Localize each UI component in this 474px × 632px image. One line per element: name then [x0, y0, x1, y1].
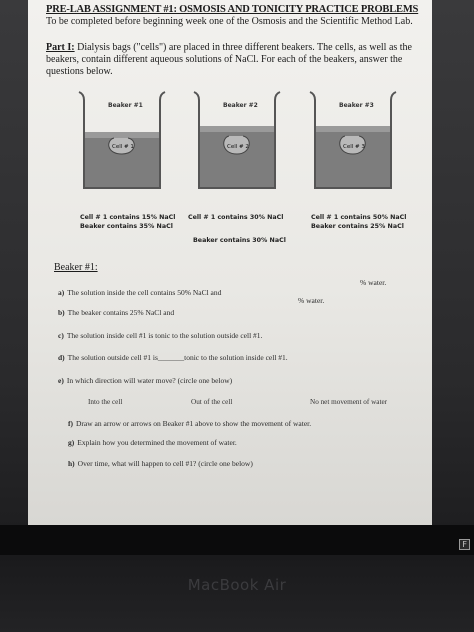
corner-tag: F [459, 539, 470, 550]
beaker-2-label: Beaker #2 [223, 102, 258, 109]
part1-instructions [46, 42, 426, 78]
question-e: e) In which direction will water move? (circle one below) [58, 376, 233, 385]
beaker-2-cell-concentration: Cell # 1 contains 30% NaCl [188, 214, 284, 221]
part1-label: Part I: [46, 42, 75, 53]
beaker-2-figure [191, 88, 283, 192]
beaker-3-label: Beaker #3 [339, 102, 374, 109]
question-a: a) The solution inside the cell contains 50% NaCl and [58, 288, 222, 297]
choice-no-net-movement[interactable]: No net movement of water [310, 398, 388, 406]
question-h: h) Over time, what will happen to cell #1? (circle one below) [68, 459, 253, 468]
answer-a-suffix: % water. [360, 278, 387, 287]
question-g: g) Explain how you determined the movement of water. [68, 438, 237, 447]
cell-2-label: Cell # 2 [227, 144, 249, 150]
choice-out-of-cell[interactable]: Out of the cell [191, 398, 233, 406]
screen-bottom-edge [0, 525, 474, 555]
question-c: c) The solution inside cell #1 is tonic to the solution outside cell #1. [58, 331, 263, 340]
beaker-1-heading: Beaker #1: [54, 262, 98, 273]
laptop-brand-logo: MacBook Air [187, 576, 287, 594]
question-b: b) The beaker contains 25% NaCl and [58, 308, 175, 317]
question-d: d) The solution outside cell #1 is_______tonic to the solution inside cell #1. [58, 353, 288, 362]
beaker-1-caption [80, 213, 175, 231]
beaker-1-cell-concentration: Cell # 1 contains 15% NaCl [80, 214, 176, 221]
worksheet-title: PRE-LAB ASSIGNMENT #1: OSMOSIS AND TONICITY PRACTICE PROBLEMS [46, 4, 419, 15]
beaker-3-figure [307, 88, 399, 192]
beaker-2-solution-concentration: Beaker contains 30% NaCl [193, 237, 286, 244]
beaker-1-solution-concentration: Beaker contains 35% NaCl [80, 223, 173, 230]
beaker-1-label: Beaker #1 [108, 102, 143, 109]
beaker-3-solution-concentration: Beaker contains 25% NaCl [311, 223, 404, 230]
worksheet-page [28, 0, 432, 525]
cell-1-label: Cell # 1 [112, 144, 134, 150]
beaker-2-caption-solution [193, 236, 286, 245]
question-f: f) Draw an arrow or arrows on Beaker #1 above to show the movement of water. [68, 419, 312, 428]
part1-text: Dialysis bags ("cells") are placed in three different beakers. The cells, as well as the beakers, contain different aqueous solutions of NaCl. For each of the beakers, answer the questions below. [46, 42, 412, 77]
beaker-3-caption [311, 213, 406, 231]
beaker-3-cell-concentration: Cell # 1 contains 50% NaCl [311, 214, 407, 221]
beaker-1-figure [76, 88, 168, 192]
choice-into-cell[interactable]: Into the cell [88, 398, 123, 406]
cell-3-label: Cell # 3 [343, 144, 365, 150]
beaker-2-caption-cell [188, 213, 283, 222]
worksheet-subtitle: To be completed before beginning week one of the Osmosis and the Scientific Method Lab. [46, 16, 413, 27]
answer-b-suffix: % water. [298, 296, 325, 305]
